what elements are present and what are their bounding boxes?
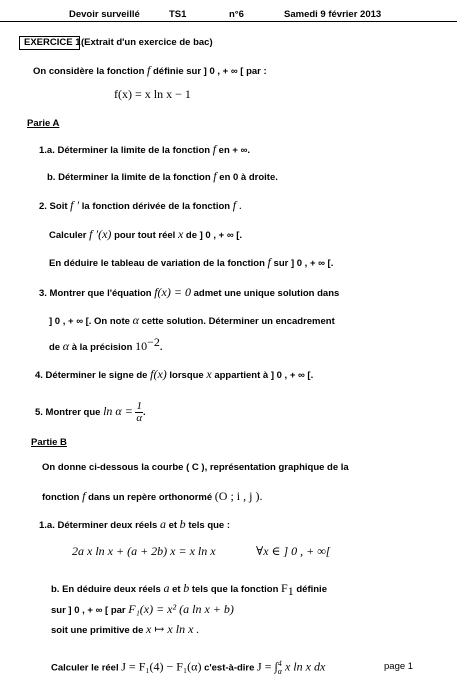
question-2-calc: Calculer f ′(x) pour tout réel x de ] 0 , + ∞ [. [49, 227, 243, 241]
question-4: 4. Déterminer le signe de f(x) lorsque x appartient à ] 0 , + ∞ [. [35, 367, 314, 381]
header-number: n°6 [229, 9, 244, 20]
header-date: Samedi 9 février 2013 [284, 9, 382, 20]
question-1a: 1.a. Déterminer la limite de la fonction f en + ∞. [39, 142, 250, 156]
page-number: page 1 [384, 661, 414, 672]
question-5: 5. Montrer que ln α = $\frac{1}{\alpha}$ . [35, 399, 146, 424]
question-2-table: En déduire le tableau de variation de la fonction f sur ] 0 , + ∞ [. [49, 255, 334, 269]
part-b-question-1a: 1.a. Déterminer deux réels a et b tels que : [39, 517, 231, 531]
question-3-line3: de α à la précision $10^{-2}$. [49, 334, 163, 353]
part-a-title: Parie A [27, 118, 60, 129]
part-b-question-1b-line3: soit une primitive de x ↦ x ln x . [51, 622, 200, 636]
intro-line: On considère la fonction f définie sur ] 0 , + ∞ [ par : [33, 63, 267, 77]
part-b-intro-1: On donne ci-dessous la courbe ( C ), représentation graphique de la [42, 462, 349, 473]
exercise-source: (Extrait d'un exercice de bac) [81, 37, 213, 48]
question-3-line2: ] 0 , + ∞ [. On note α cette solution. Déterminer un encadrement [49, 313, 335, 327]
fraction-one-over-alpha: $\frac{1}{\alpha}$ [136, 399, 143, 424]
question-2: 2. Soit f ′ la fonction dérivée de la fonction f . [39, 198, 243, 212]
question-3: 3. Montrer que l'équation f(x) = 0 admet une unique solution dans [39, 285, 340, 299]
function-definition: f(x) = x ln x − 1 [114, 87, 191, 101]
part-b-intro-2: fonction f dans un repère orthonormé (O ; i , j ). [42, 489, 263, 503]
part-b-equation-domain: ∀x ∈ ] 0 , + ∞[ [256, 544, 331, 558]
header-type: Devoir surveillé [69, 9, 140, 20]
part-b-question-1b-line2: sur ] 0 , + ∞ [ par F₁(x) = x² (a ln x + b) [51, 602, 234, 616]
part-b-question-1b: b. En déduire deux réels a et b tels que la fonction $F_1$ définie [51, 581, 327, 598]
part-b-calculate-j: Calculer le réel J = F₁(4) − F₁(α) c'est-à-dire J = ∫ 4 α x ln x dx [51, 659, 326, 676]
question-1b: b. Déterminer la limite de la fonction f en 0 à droite. [47, 169, 278, 183]
header-class: TS1 [169, 9, 187, 20]
page-header [0, 7, 457, 22]
exercise-label: EXERCICE 1 [24, 37, 81, 48]
part-b-equation: 2a x ln x + (a + 2b) x = x ln x [72, 544, 216, 558]
part-b-title: Partie B [31, 437, 67, 448]
